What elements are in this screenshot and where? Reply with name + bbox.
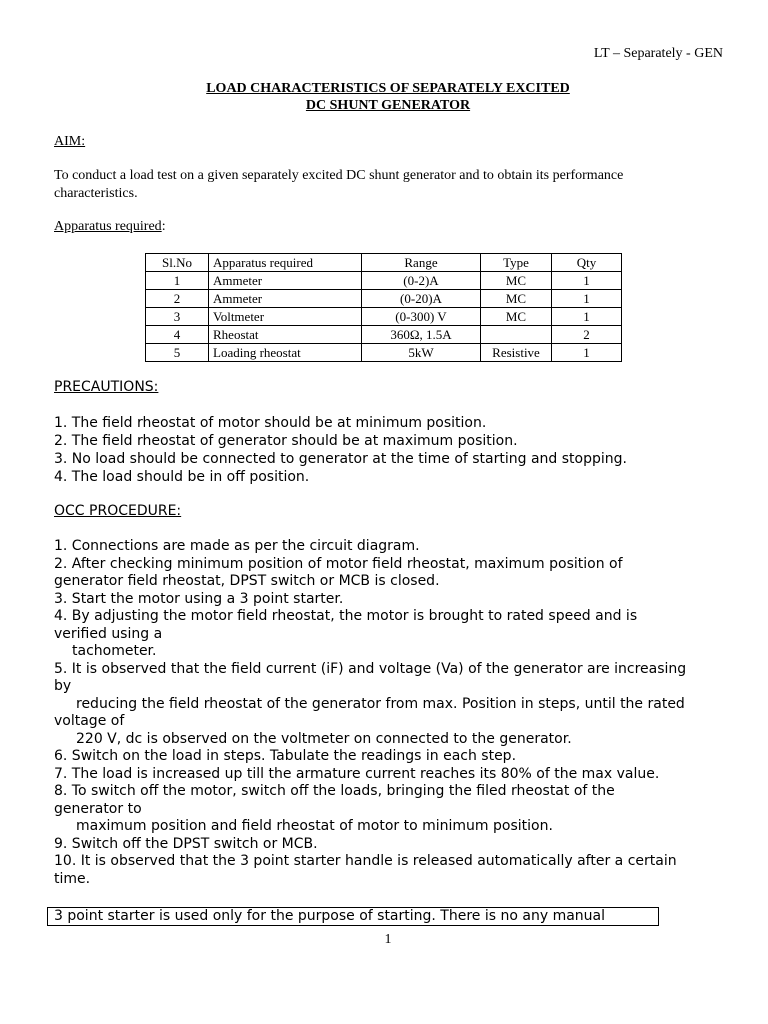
table-cell: 1 xyxy=(146,272,209,290)
aim-heading: AIM: xyxy=(54,134,86,149)
table-cell: MC xyxy=(481,290,552,308)
table-cell: 1 xyxy=(552,290,622,308)
occ-procedure-heading: OCC PROCEDURE: xyxy=(54,503,182,519)
page-header: LT – Separately - GEN xyxy=(593,46,723,61)
list-item: 4. The load should be in off position. xyxy=(54,469,310,485)
procedure-line: 5. It is observed that the field current (iF) and voltage (Va) of the generator are increasing xyxy=(54,660,687,677)
table-cell: Loading rheostat xyxy=(209,344,362,362)
table-cell: Ammeter xyxy=(209,272,362,290)
table-cell: 1 xyxy=(552,344,622,362)
precautions-heading: PRECAUTIONS: xyxy=(54,379,159,395)
note-box: 3 point starter is used only for the purpose of starting. There is no any manual xyxy=(47,907,659,926)
table-cell: (0-300) V xyxy=(362,308,481,326)
procedure-line: generator field rheostat, DPST switch or MCB is closed. xyxy=(54,573,440,589)
procedure-line: tachometer. xyxy=(72,643,157,659)
table-cell: 2 xyxy=(146,290,209,308)
table-cell: MC xyxy=(481,272,552,290)
title-line-1: LOAD CHARACTERISTICS OF SEPARATELY EXCITED xyxy=(206,81,570,96)
procedure-line: 8. To switch off the motor, switch off the loads, bringing the filed rheostat of the xyxy=(54,783,615,799)
list-item: 2. The field rheostat of generator should be at maximum position. xyxy=(54,433,518,449)
page-title xyxy=(0,80,768,114)
table-row xyxy=(146,344,622,362)
table-header-apparatus: Apparatus required xyxy=(209,254,362,272)
apparatus-heading-colon: : xyxy=(161,219,166,234)
procedure-line: 9. Switch off the DPST switch or MCB. xyxy=(54,835,318,852)
precautions-list xyxy=(54,414,734,486)
table-cell: Resistive xyxy=(481,344,552,362)
table-row xyxy=(146,308,622,326)
table-header-type: Type xyxy=(481,254,552,272)
table-cell: 5kW xyxy=(362,344,481,362)
table-cell: 2 xyxy=(552,326,622,344)
procedure-line: by xyxy=(54,678,72,694)
occ-procedure-list xyxy=(54,538,734,888)
table-cell: 1 xyxy=(552,308,622,326)
apparatus-heading xyxy=(54,219,166,235)
apparatus-heading-label: Apparatus required xyxy=(54,219,162,234)
table-cell: MC xyxy=(481,308,552,326)
table-cell: Rheostat xyxy=(209,326,362,344)
table-row xyxy=(146,290,622,308)
procedure-line: 3. Start the motor using a 3 point starter. xyxy=(54,590,344,607)
procedure-line: generator to xyxy=(54,800,142,817)
procedure-line: 4. By adjusting the motor field rheostat, the motor is brought to rated speed and is xyxy=(54,608,638,624)
procedure-line: time. xyxy=(54,870,91,887)
procedure-line: 1. Connections are made as per the circuit diagram. xyxy=(54,538,420,554)
procedure-line: reducing the field rheostat of the generator from max. Position in steps, until the rated xyxy=(76,695,685,712)
aim-text-line-2: characteristics. xyxy=(54,186,138,201)
apparatus-table xyxy=(145,253,622,362)
table-cell: Ammeter xyxy=(209,290,362,308)
procedure-line: verified using a xyxy=(54,625,163,642)
procedure-line: 6. Switch on the load in steps. Tabulate the readings in each step. xyxy=(54,748,517,764)
procedure-line: voltage of xyxy=(54,713,125,729)
table-cell: (0-20)A xyxy=(362,290,481,308)
page-number: 1 xyxy=(384,932,392,947)
procedure-line: 10. It is observed that the 3 point starter handle is released automatically after a certain xyxy=(54,853,677,869)
procedure-line: 220 V, dc is observed on the voltmeter on connected to the generator. xyxy=(76,730,572,747)
table-header-slno: Sl.No xyxy=(146,254,209,272)
procedure-line: 7. The load is increased up till the armature current reaches its 80% of the max value. xyxy=(54,765,660,782)
title-line-2: DC SHUNT GENERATOR xyxy=(305,98,471,113)
table-cell: (0-2)A xyxy=(362,272,481,290)
table-cell: 3 xyxy=(146,308,209,326)
procedure-line: maximum position and field rheostat of motor to minimum position. xyxy=(76,818,553,834)
table-cell xyxy=(481,326,552,344)
table-cell: Voltmeter xyxy=(209,308,362,326)
table-cell: 1 xyxy=(552,272,622,290)
table-row xyxy=(146,272,622,290)
table-header-qty: Qty xyxy=(552,254,622,272)
table-header-row xyxy=(146,254,622,272)
aim-text-line-1: To conduct a load test on a given separately excited DC shunt generator and to obtain its performance xyxy=(54,168,624,183)
procedure-line: 2. After checking minimum position of motor field rheostat, maximum position of xyxy=(54,555,623,572)
table-header-range: Range xyxy=(362,254,481,272)
table-row xyxy=(146,326,622,344)
list-item: 1. The field rheostat of motor should be at minimum position. xyxy=(54,415,487,431)
table-cell: 5 xyxy=(146,344,209,362)
table-cell: 360Ω, 1.5A xyxy=(362,326,481,344)
table-cell: 4 xyxy=(146,326,209,344)
aim-text xyxy=(54,167,694,203)
list-item: 3. No load should be connected to generator at the time of starting and stopping. xyxy=(54,451,627,467)
